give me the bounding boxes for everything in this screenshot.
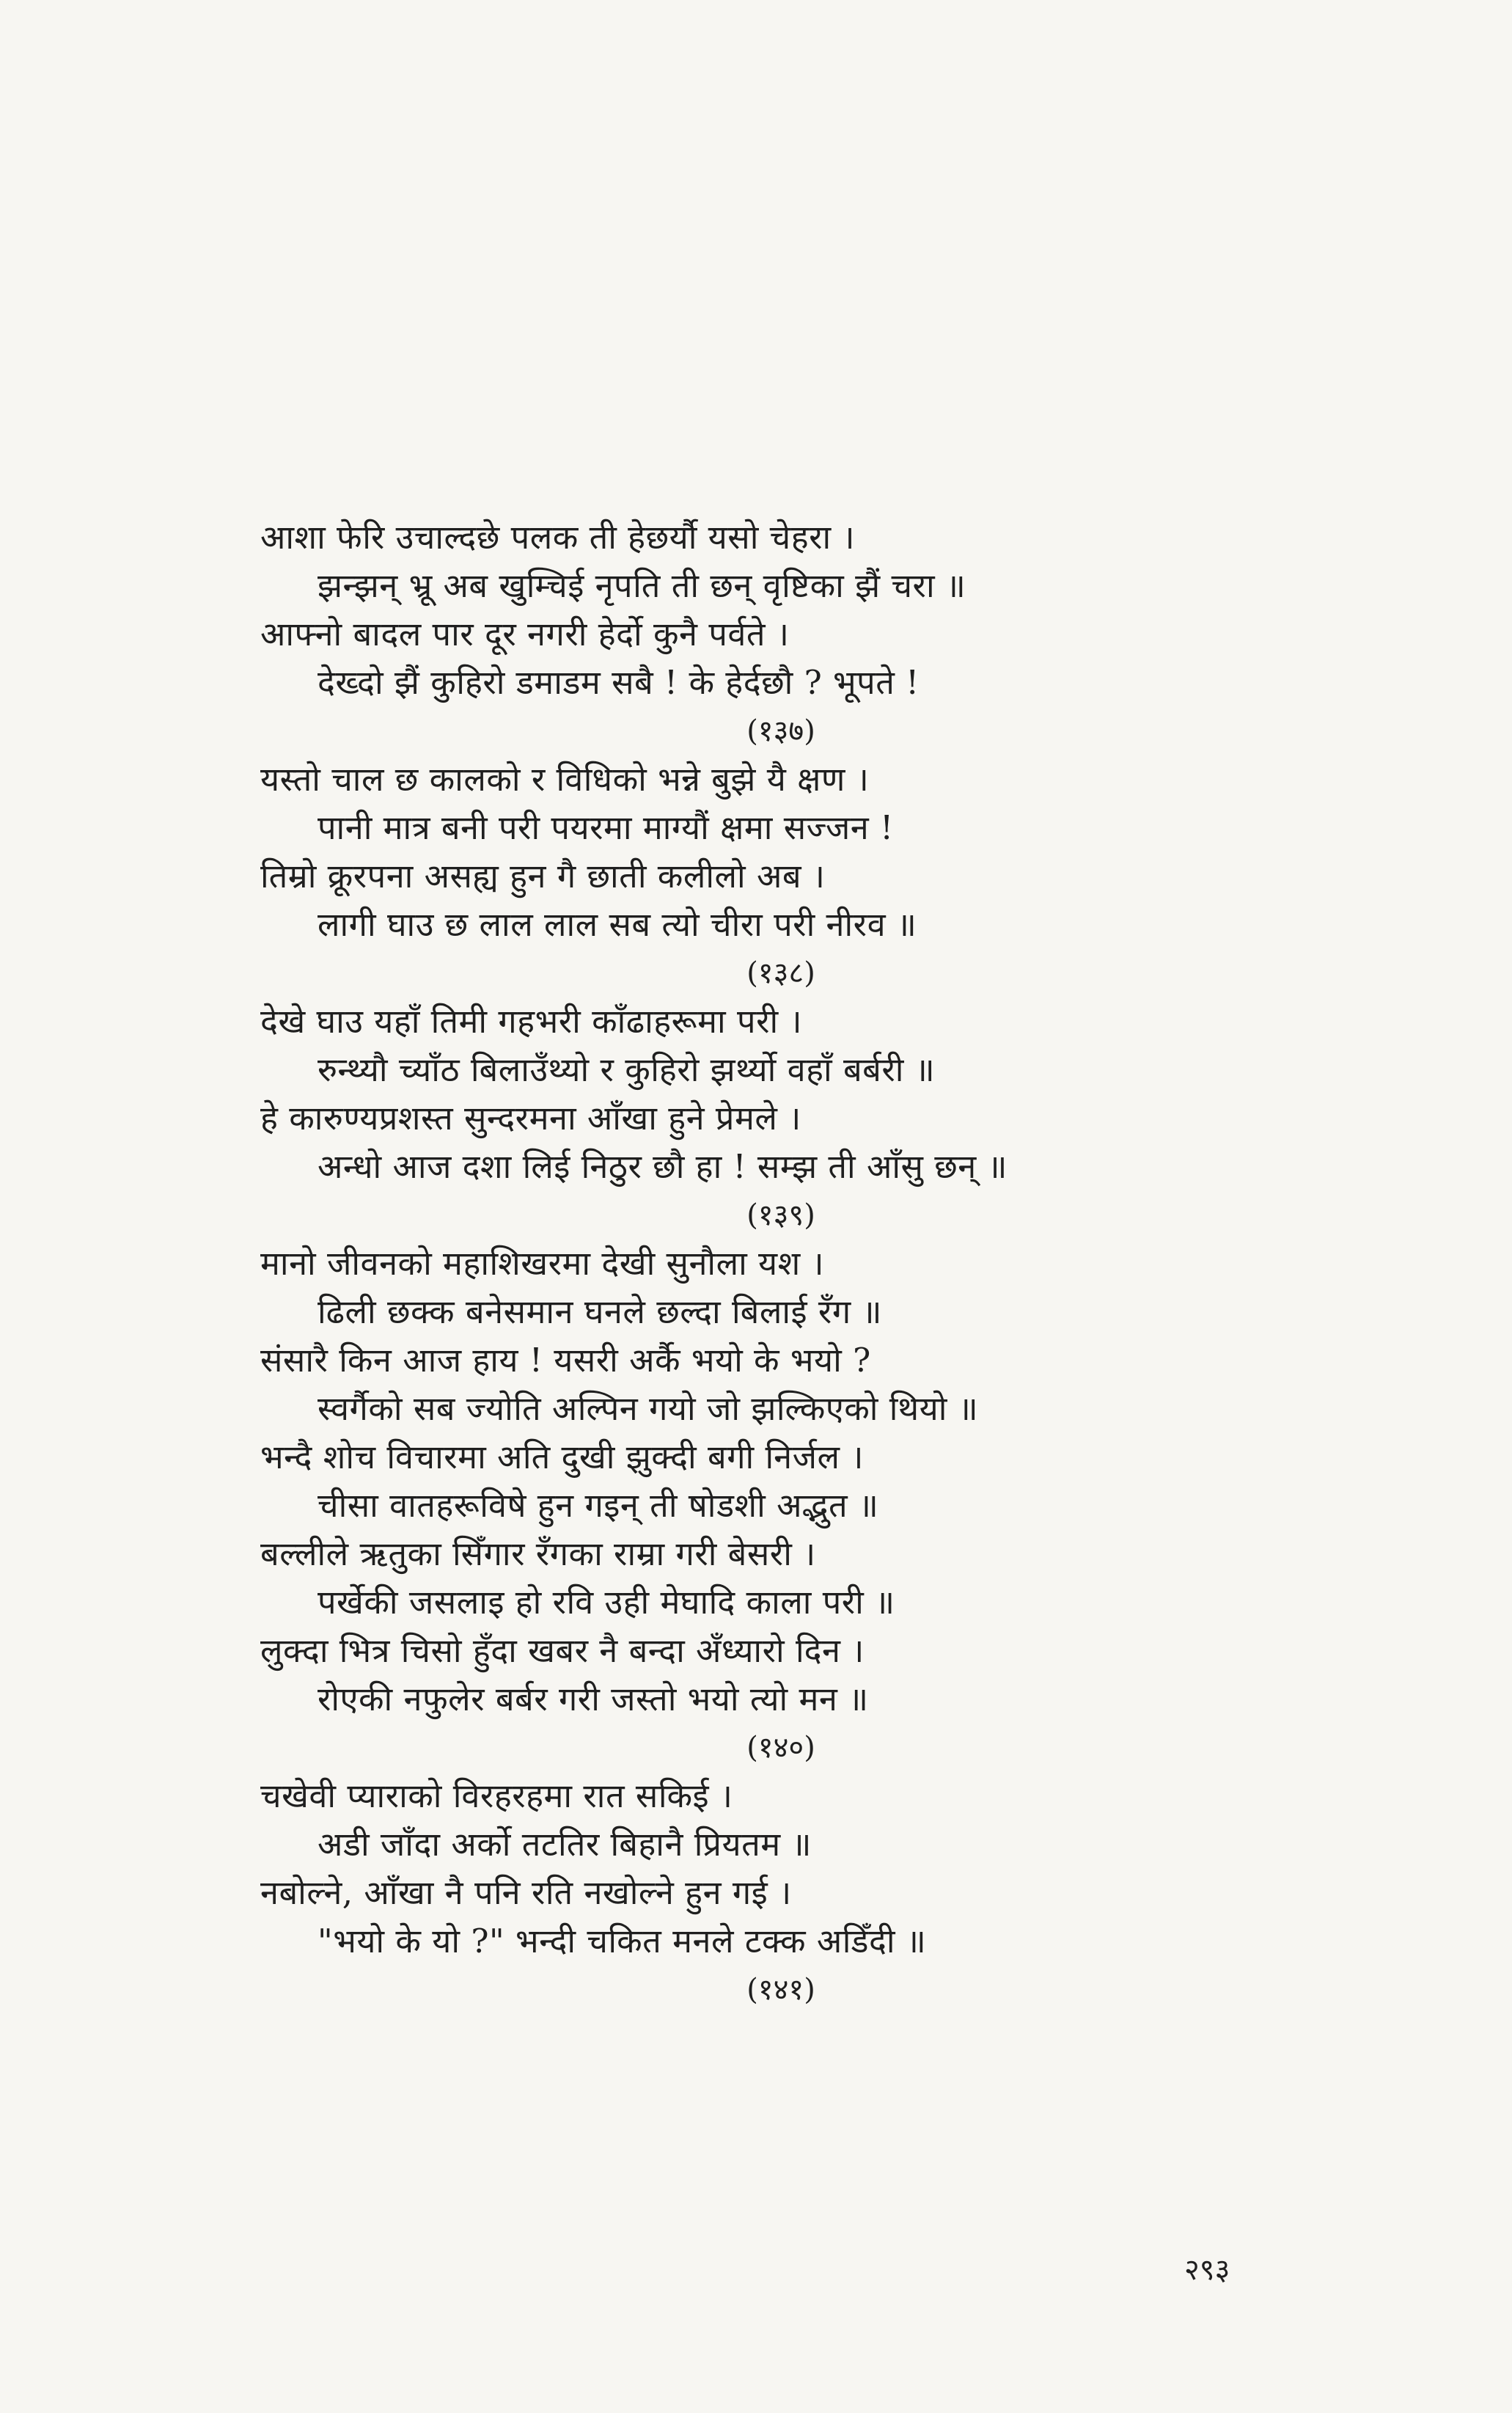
verse-line: स्वर्गैको सब ज्योति अल्पिन गयो जो झल्किएको थियो ॥ (318, 1389, 979, 1428)
verse-line: देख्दो झैं कुहिरो डमाडम सबै ! के हेर्दछौ ? भूपते ! (318, 663, 920, 702)
verse-line: नबोल्ने, आँखा नै पनि रति नखोल्ने हुन गई । (260, 1873, 792, 1912)
verse-line: पर्खेकी जसलाइ हो रवि उही मेघादि काला परी ॥ (318, 1583, 895, 1622)
verse-line: अन्धो आज दशा लिई निठुर छौ हा ! सम्झ ती आँसु छन् ॥ (318, 1147, 1008, 1186)
verse-line: रुन्थ्यौ च्याँठ बिलाउँथ्यो र कुहिरो झर्थ्यो वहाँ बर्बरी ॥ (318, 1050, 936, 1089)
stanza-140 (260, 1240, 1192, 1772)
verse-line: यस्तो चाल छ कालको र विधिको भन्ने बुझे यै क्षण । (260, 760, 870, 799)
verse-line: झन्झन् भ्रू अब खुम्चिई नृपति ती छन् वृष्टिका झैं चरा ॥ (318, 566, 966, 605)
verse-line: आशा फेरि उचाल्दछे पलक ती हेछर्यौ यसो चेहरा । (260, 518, 856, 557)
verse-line: "भयो के यो ?" भन्दी चकित मनले टक्क अडिँदी ॥ (318, 1922, 927, 1960)
poem-body (260, 513, 1192, 2014)
page-number: २९३ (1184, 2253, 1230, 2287)
verse-line: रोएकी नफुलेर बर्बर गरी जस्तो भयो त्यो मन ॥ (318, 1680, 869, 1718)
verse-line: मानो जीवनको महाशिखरमा देखी सुनौला यश । (260, 1244, 825, 1283)
verse-line: बल्लीले ऋतुका सिँगार रँगका राम्रा गरी बेसरी । (260, 1534, 816, 1573)
verse-line: ढिली छक्क बनेसमान घनले छल्दा बिलाई रँग ॥ (318, 1292, 882, 1331)
verse-line: लागी घाउ छ लाल लाल सब त्यो चीरा परी नीरव ॥ (318, 905, 917, 944)
verse-line: देखे घाउ यहाँ तिमी गहभरी काँढाहरूमा परी । (260, 1002, 802, 1041)
verse-number: (१३९) (746, 1198, 815, 1232)
stanza-138 (260, 755, 1192, 997)
verse-line: लुक्दा भित्र चिसो हुँदा खबर नै बन्दा अँध्यारो दिन । (260, 1631, 865, 1670)
stanza-141 (260, 1772, 1192, 2014)
verse-line: तिम्रो क्रूरपना असह्य हुन गै छाती कलीलो अब । (260, 857, 826, 896)
verse-line: आफ्नो बादल पार दूर नगरी हेर्दो कुनै पर्वते । (260, 615, 790, 653)
verse-line: पानी मात्र बनी परी पयरमा माग्यौं क्षमा सज्जन ! (318, 808, 894, 847)
verse-number: (१४१) (746, 1973, 815, 2007)
verse-line: चीसा वातहरूविषे हुन गइन् ती षोडशी अद्भुत ॥ (318, 1486, 879, 1525)
stanza-137 (260, 513, 1192, 755)
stanza-139 (260, 997, 1192, 1240)
verse-line: भन्दै शोच विचारमा अति दुखी झुक्दी बगी निर्जल । (260, 1438, 864, 1476)
verse-line: चखेवी प्याराको विरहरहमा रात सकिई । (260, 1776, 733, 1815)
verse-number: (१३८) (746, 956, 815, 990)
verse-line: संसारै किन आज हाय ! यसरी अर्कै भयो के भयो ? (260, 1341, 871, 1380)
verse-number: (१४०) (746, 1731, 815, 1765)
verse-line: हे कारुण्यप्रशस्त सुन्दरमना आँखा हुने प्रेमले । (260, 1099, 801, 1138)
verse-number: (१३७) (746, 714, 815, 748)
verse-line: अडी जाँदा अर्को तटतिर बिहानै प्रियतम ॥ (318, 1825, 812, 1864)
